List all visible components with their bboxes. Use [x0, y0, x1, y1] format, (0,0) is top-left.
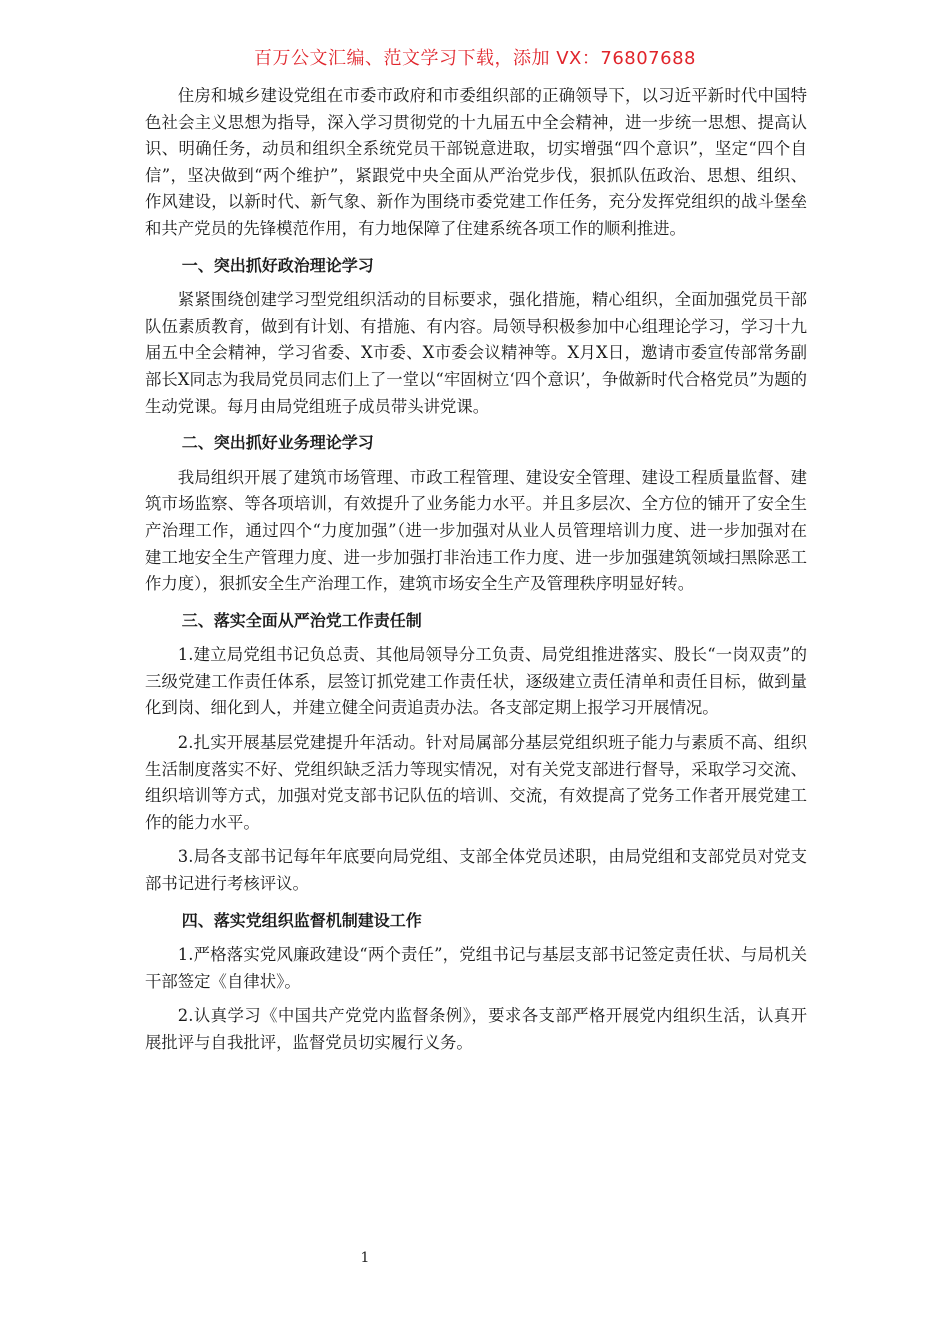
section-2-paragraph-1: 我局组织开展了建筑市场管理、市政工程管理、建设安全管理、建设工程质量监督、建筑市场监察、等各项培训，有效提升了业务能力水平。并且多层次、全方位的铺开了安全生产治理工作，通过四个“力度加强”（进一步加强对从业人员管理培训力度、进一步加强对在建工地安全生产管理力度、进一步加强打非治违工作力度、进一步加强建筑领域扫黑除恶工作力度），狠抓安全生产治理工作，建筑市场安全生产及管理秩序明显好转。: [145, 467, 807, 594]
section-4-paragraph-1: 1.严格落实党风廉政建设“两个责任”，党组书记与基层支部书记签定责任状、与局机关干部签定《自律状》。: [145, 945, 807, 991]
page-number: 1: [360, 1250, 370, 1266]
section-3-paragraph-3: 3.局各支部书记每年年底要向局党组、支部全体党员述职，由局党组和支部党员对党支部书记进行考核评议。: [145, 847, 807, 894]
section-4-paragraph-2: 2.认真学习《中国共产党党内监督条例》，要求各支部严格开展党内组织生活，认真开展批评与自我批评，监督党员切实履行义务。: [145, 1006, 807, 1052]
document-body: [145, 83, 807, 1057]
section-4-heading: 四、落实党组织监督机制建设工作: [181, 910, 422, 930]
section-1-heading: 一、突出抓好政治理论学习: [181, 255, 374, 275]
intro-paragraph: 住房和城乡建设党组在市委市政府和市委组织部的正确领导下，以习近平新时代中国特色社会主义思想为指导，深入学习贯彻党的十九届五中全会精神，进一步统一思想、提高认识、明确任务，动员和组织全系统党员干部锐意进取，切实增强“四个意识”，坚定“四个自信”，坚决做到“两个维护”，紧跟党中央全面从严治党步伐，狠抓队伍政治、思想、组织、作风建设，以新时代、新气象、新作为围绕市委党建工作任务，充分发挥党组织的战斗堡垒和共产党员的先锋模范作用，有力地保障了住建系统各项工作的顺利推进。: [145, 86, 807, 238]
section-3-paragraph-1: 1.建立局党组书记负总责、其他局领导分工负责、局党组推进落实、股长“一岗双责”的三级党建工作责任体系，层签订抓党建工作责任状，逐级建立责任清单和责任目标，做到量化到岗、细化到人，并建立健全问责追责办法。各支部定期上报学习开展情况。: [145, 645, 807, 718]
section-1-paragraph-1: 紧紧围绕创建学习型党组织活动的目标要求，强化措施，精心组织，全面加强党员干部队伍素质教育，做到有计划、有措施、有内容。局领导积极参加中心组理论学习，学习十九届五中全会精神，学习省委、X市委、X市委会议精神等。X月X日，邀请市委宣传部常务副部长X同志为我局党员同志们上了一堂以“牢固树立‘四个意识’，争做新时代合格党员”为题的生动党课。每月由局党组班子成员带头讲党课。: [145, 290, 807, 416]
section-2-heading: 二、突出抓好业务理论学习: [181, 433, 374, 453]
section-3-paragraph-2: 2.扎实开展基层党建提升年活动。针对局属部分基层党组织班子能力与素质不高、组织生活制度落实不好、党组织缺乏活力等现实情况，对有关党支部进行督导，采取学习交流、组织培训等方式，加强对党支部书记队伍的培训、交流，有效提高了党务工作者开展党建工作的能力水平。: [145, 733, 807, 832]
section-3-heading: 三、落实全面从严治党工作责任制: [181, 610, 422, 630]
watermark-header: 百万公文汇编、范文学习下载，添加 VX：76807688: [254, 48, 696, 69]
